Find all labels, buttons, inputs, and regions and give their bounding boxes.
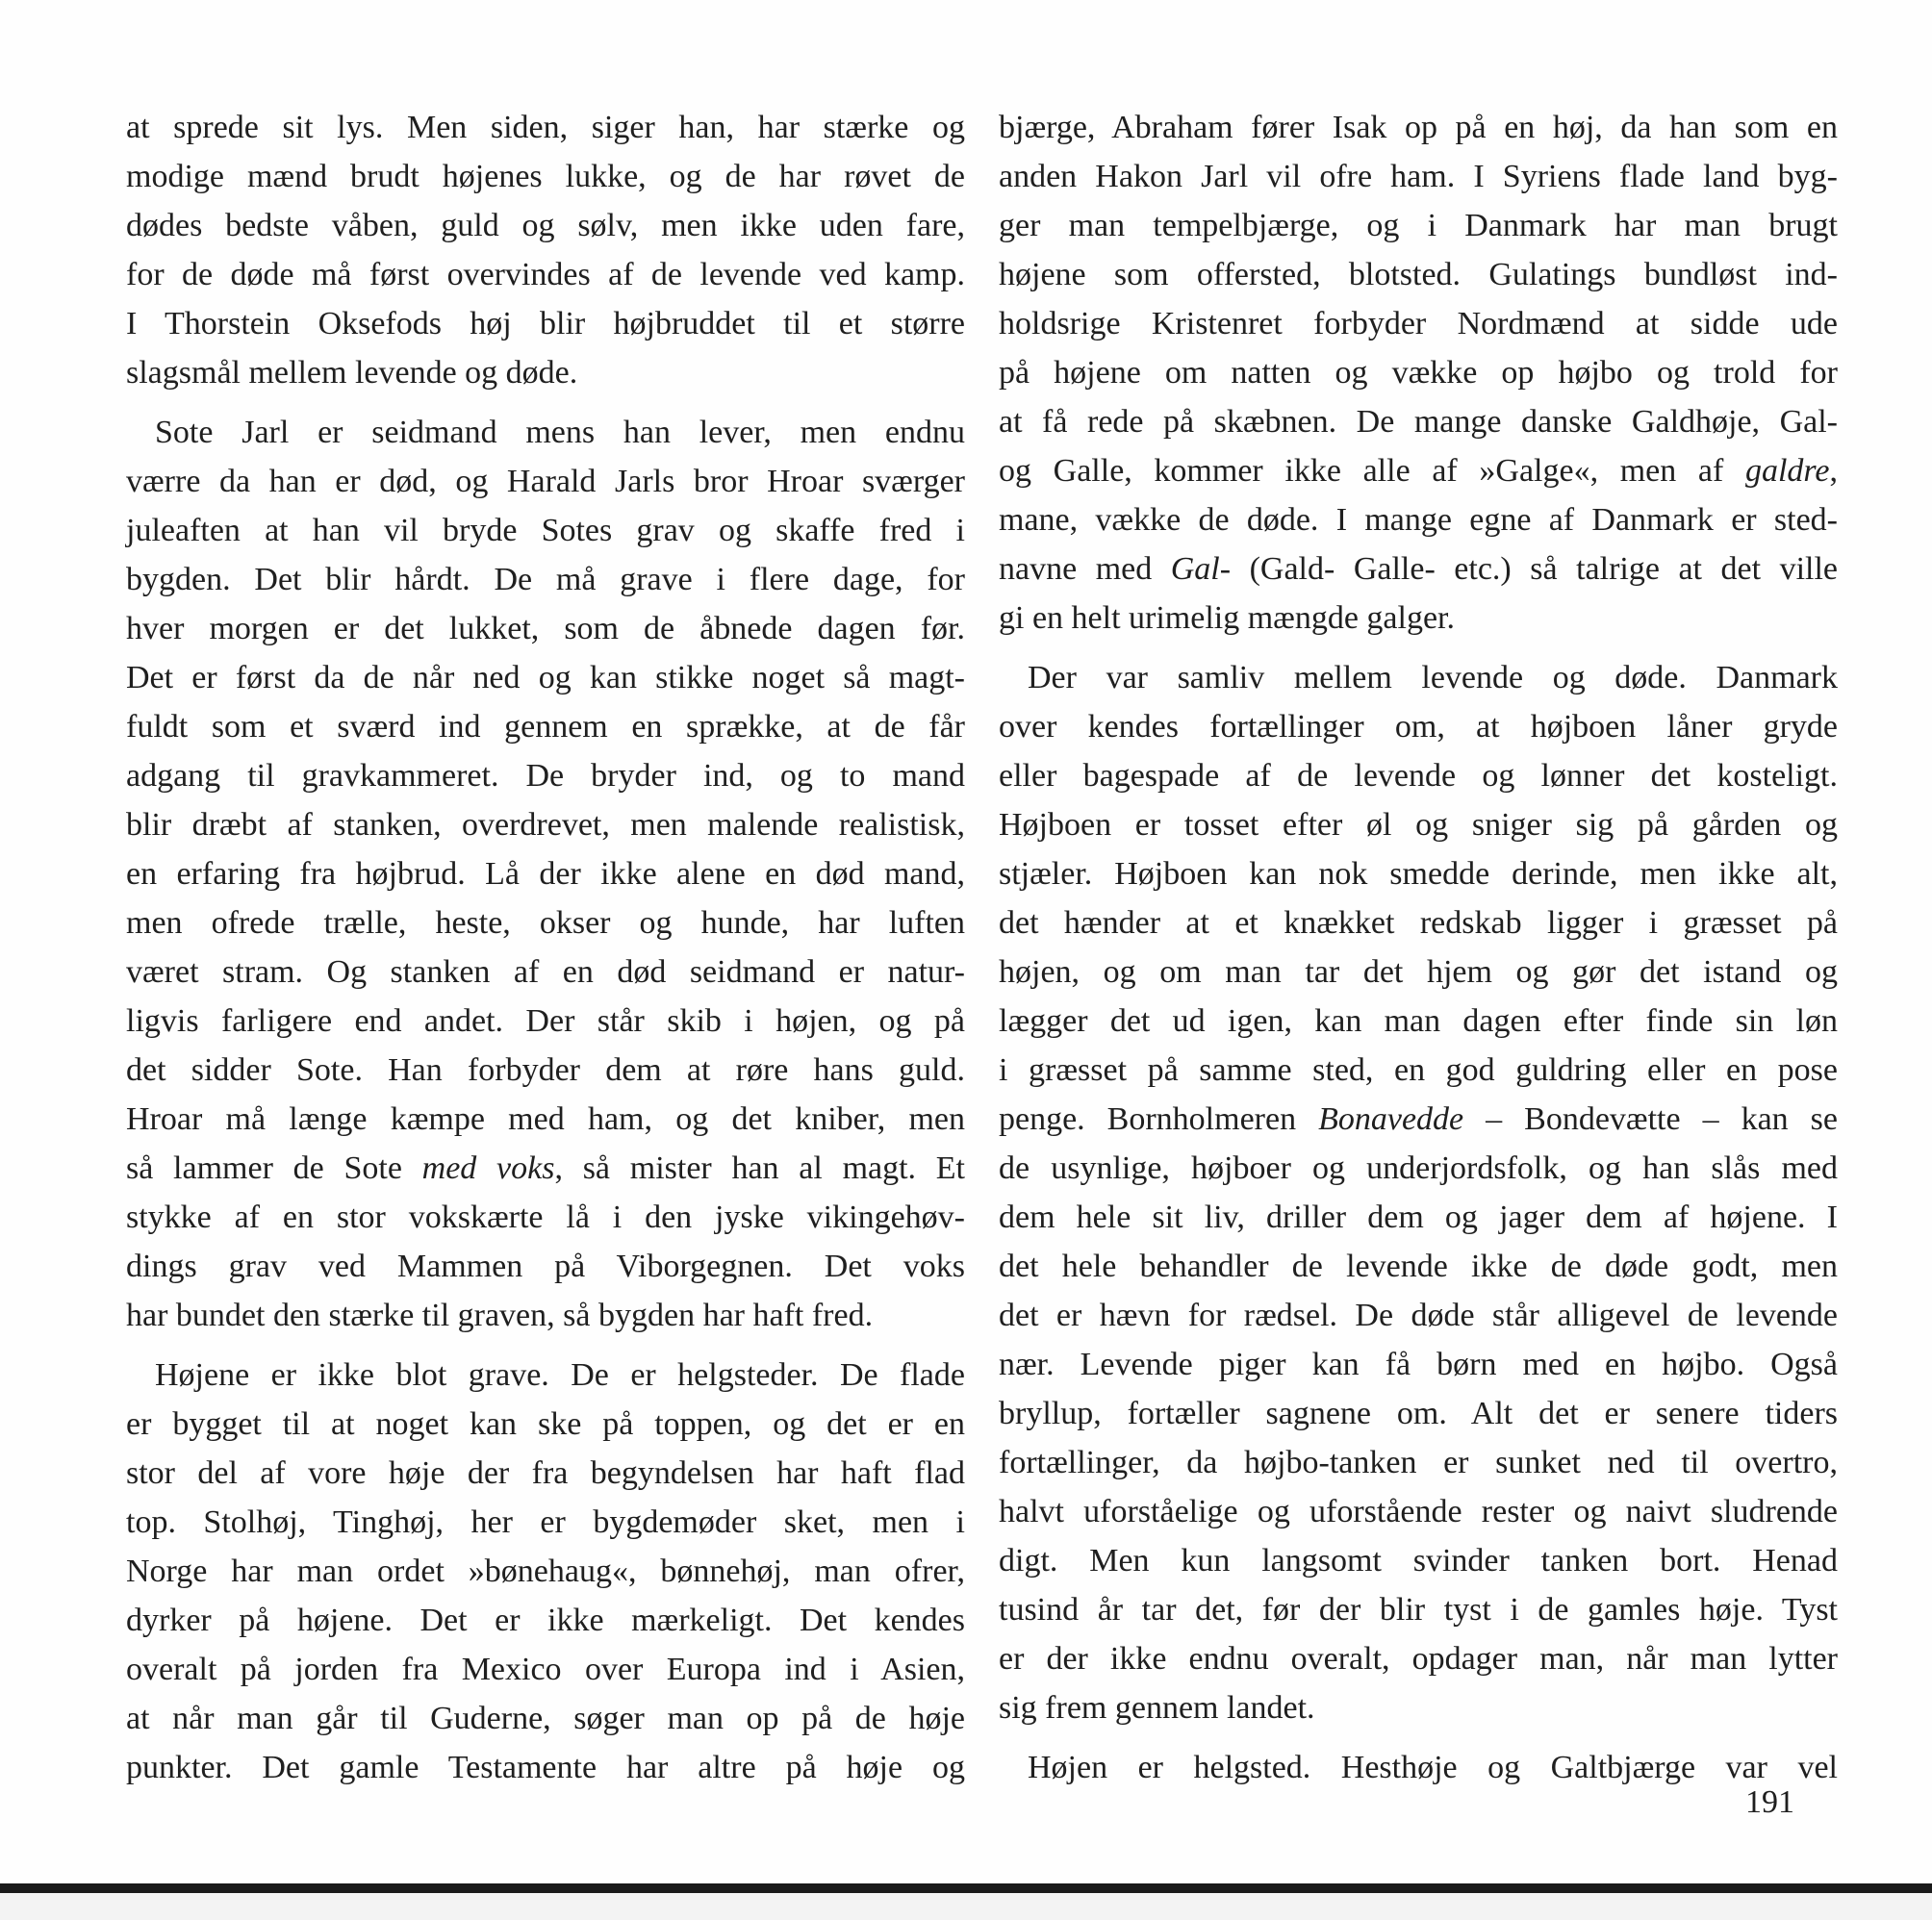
- text-line: dem hele sit liv, driller dem og jager dem af højene. I: [999, 1200, 1838, 1235]
- left-text-column: [126, 103, 965, 1792]
- text-line: anden Hakon Jarl vil ofre ham. I Syriens flade land byg-: [999, 159, 1838, 194]
- text-line: det hænder at et knækket redskab ligger i græsset på: [999, 905, 1838, 941]
- text-line: Højboen er tosset efter øl og sniger sig på gården og: [999, 807, 1838, 843]
- text-line: værre da han er død, og Harald Jarls bror Hroar sværger: [126, 464, 965, 499]
- italic-phrase: Gal-: [1170, 551, 1232, 587]
- text-line: stor del af vore høje der fra begyndelsen har haft flad: [126, 1455, 965, 1491]
- text-line: det sidder Sote. Han forbyder dem at røre hans guld.: [126, 1052, 965, 1088]
- text-line: at få rede på skæbnen. De mange danske Galdhøje, Gal-: [999, 404, 1838, 440]
- text-line: digt. Men kun langsomt svinder tanken bort. Henad: [999, 1543, 1838, 1579]
- text-line: ger man tempelbjærge, og i Danmark har man brugt: [999, 208, 1838, 243]
- text-line: er der ikke endnu overalt, opdager man, når man lytter: [999, 1641, 1838, 1677]
- text-line: at når man går til Guderne, søger man op på de høje: [126, 1701, 965, 1736]
- text-line: hver morgen er det lukket, som de åbnede dagen før.: [126, 611, 965, 646]
- text-line: [999, 1095, 1838, 1144]
- paragraph-first-line: Højen er helgsted. Hesthøje og Galtbjærge var vel: [1028, 1750, 1838, 1785]
- text-line: nær. Levende piger kan få børn med en højbo. Også: [999, 1347, 1838, 1382]
- italic-phrase: galdre: [1744, 453, 1830, 489]
- text-line: dødes bedste våben, guld og sølv, men ikke uden fare,: [126, 208, 965, 243]
- text-line: det er hævn for rædsel. De døde står alligevel de levende: [999, 1298, 1838, 1333]
- text-segment: navne med: [999, 551, 1171, 587]
- text-line: Norge har man ordet »bønehaug«, bønnehøj, man ofrer,: [126, 1554, 965, 1589]
- text-line: holdsrige Kristenret forbyder Nordmænd at sidde ude: [999, 306, 1838, 341]
- text-line: Det er først da de når ned og kan stikke noget så magt-: [126, 660, 965, 695]
- text-line: været stram. Og stanken af en død seidmand er natur-: [126, 954, 965, 990]
- text-segment: , så mister han al magt. Et: [554, 1150, 965, 1186]
- right-text-column: [999, 103, 1838, 1792]
- text-line: bryllup, fortæller sagnene om. Alt det er senere tiders: [999, 1396, 1838, 1431]
- text-line: stykke af en stor vokskærte lå i den jyske vikingehøv-: [126, 1200, 965, 1235]
- text-line: blir dræbt af stanken, overdrevet, men malende realistisk,: [126, 807, 965, 843]
- text-line: juleaften at han vil bryde Sotes grav og skaffe fred i: [126, 513, 965, 548]
- text-line: modige mænd brudt højenes lukke, og de har røvet de: [126, 159, 965, 194]
- text-line: punkter. Det gamle Testamente har altre på høje og: [126, 1750, 965, 1785]
- text-line: ligvis farligere end andet. Der står skib i højen, og på: [126, 1003, 965, 1039]
- text-line: [126, 1144, 965, 1193]
- page-bottom-margin: [0, 1893, 1932, 1920]
- text-line: bygden. Det blir hårdt. De må grave i flere dage, for: [126, 562, 965, 597]
- text-line: har bundet den stærke til graven, så bygden har haft fred.: [126, 1298, 874, 1333]
- text-segment: (Gald- Galle- etc.) så talrige at det ville: [1231, 551, 1838, 587]
- text-line: fortællinger, da højbo-tanken er sunket ned til overtro,: [999, 1445, 1838, 1480]
- text-line: overalt på jorden fra Mexico over Europa ind i Asien,: [126, 1652, 965, 1687]
- text-line: gi en helt urimelig mængde galger.: [999, 600, 1456, 636]
- text-line: at sprede sit lys. Men siden, siger han, har stærke og: [126, 110, 965, 145]
- text-line: mane, vække de døde. I mange egne af Danmark er sted-: [999, 502, 1838, 538]
- text-line: top. Stolhøj, Tinghøj, her er bygdemøder sket, men i: [126, 1504, 965, 1540]
- text-line: Hroar må længe kæmpe med ham, og det kniber, men: [126, 1101, 965, 1137]
- text-line: sig frem gennem landet.: [999, 1690, 1315, 1726]
- text-segment: ,: [1829, 453, 1838, 489]
- text-line: dings grav ved Mammen på Viborgegnen. Det voks: [126, 1249, 965, 1284]
- text-line: [999, 544, 1838, 594]
- text-line: fuldt som et sværd ind gennem en sprække, at de får: [126, 709, 965, 745]
- text-line: i græsset på samme sted, en god guldring eller en pose: [999, 1052, 1838, 1088]
- text-line: de usynlige, højboer og underjordsfolk, og han slås med: [999, 1150, 1838, 1186]
- paragraph-first-line: Sote Jarl er seidmand mens han lever, men endnu: [155, 415, 965, 450]
- text-line: for de døde må først overvindes af de levende ved kamp.: [126, 257, 965, 292]
- text-segment: så lammer de Sote: [126, 1150, 422, 1186]
- italic-phrase: med voks: [421, 1150, 555, 1186]
- text-line: men ofrede trælle, heste, okser og hunde, har luften: [126, 905, 965, 941]
- text-line: er bygget til at noget kan ske på toppen, og det er en: [126, 1406, 965, 1442]
- text-segment: – Bondevætte – kan se: [1463, 1101, 1839, 1137]
- paragraph-first-line: Der var samliv mellem levende og døde. Danmark: [1028, 660, 1838, 695]
- text-line: tusind år tar det, før der blir tyst i de gamles høje. Tyst: [999, 1592, 1838, 1628]
- text-line: stjæler. Højboen kan nok smedde derinde, men ikke alt,: [999, 856, 1838, 892]
- text-line: [999, 446, 1838, 495]
- text-line: slagsmål mellem levende og døde.: [126, 355, 578, 391]
- page-bottom-edge: [0, 1883, 1932, 1893]
- text-line: I Thorstein Oksefods høj blir højbruddet til et større: [126, 306, 965, 341]
- text-line: på højene om natten og vække op højbo og trold for: [999, 355, 1838, 391]
- text-line: eller bagespade af de levende og lønner det kosteligt.: [999, 758, 1838, 794]
- text-line: over kendes fortællinger om, at højboen låner gryde: [999, 709, 1838, 745]
- text-line: lægger det ud igen, kan man dagen efter finde sin løn: [999, 1003, 1838, 1039]
- text-line: halvt uforståelige og uforstående rester og naivt sludrende: [999, 1494, 1838, 1529]
- text-line: adgang til gravkammeret. De bryder ind, og to mand: [126, 758, 965, 794]
- page-number: 191: [1745, 1784, 1794, 1820]
- italic-phrase: Bonavedde: [1318, 1101, 1464, 1137]
- text-segment: penge. Bornholmeren: [999, 1101, 1319, 1137]
- text-line: dyrker på højene. Det er ikke mærkeligt. Det kendes: [126, 1603, 965, 1638]
- text-line: bjærge, Abraham fører Isak op på en høj, da han som en: [999, 110, 1838, 145]
- text-line: det hele behandler de levende ikke de døde godt, men: [999, 1249, 1838, 1284]
- text-segment: og Galle, kommer ikke alle af »Galge«, men af: [999, 453, 1745, 489]
- text-line: højen, og om man tar det hjem og gør det istand og: [999, 954, 1838, 990]
- text-line: højene som offersted, blotsted. Gulatings bundløst ind-: [999, 257, 1838, 292]
- text-line: en erfaring fra højbrud. Lå der ikke alene en død mand,: [126, 856, 965, 892]
- paragraph-first-line: Højene er ikke blot grave. De er helgsteder. De flade: [155, 1357, 965, 1393]
